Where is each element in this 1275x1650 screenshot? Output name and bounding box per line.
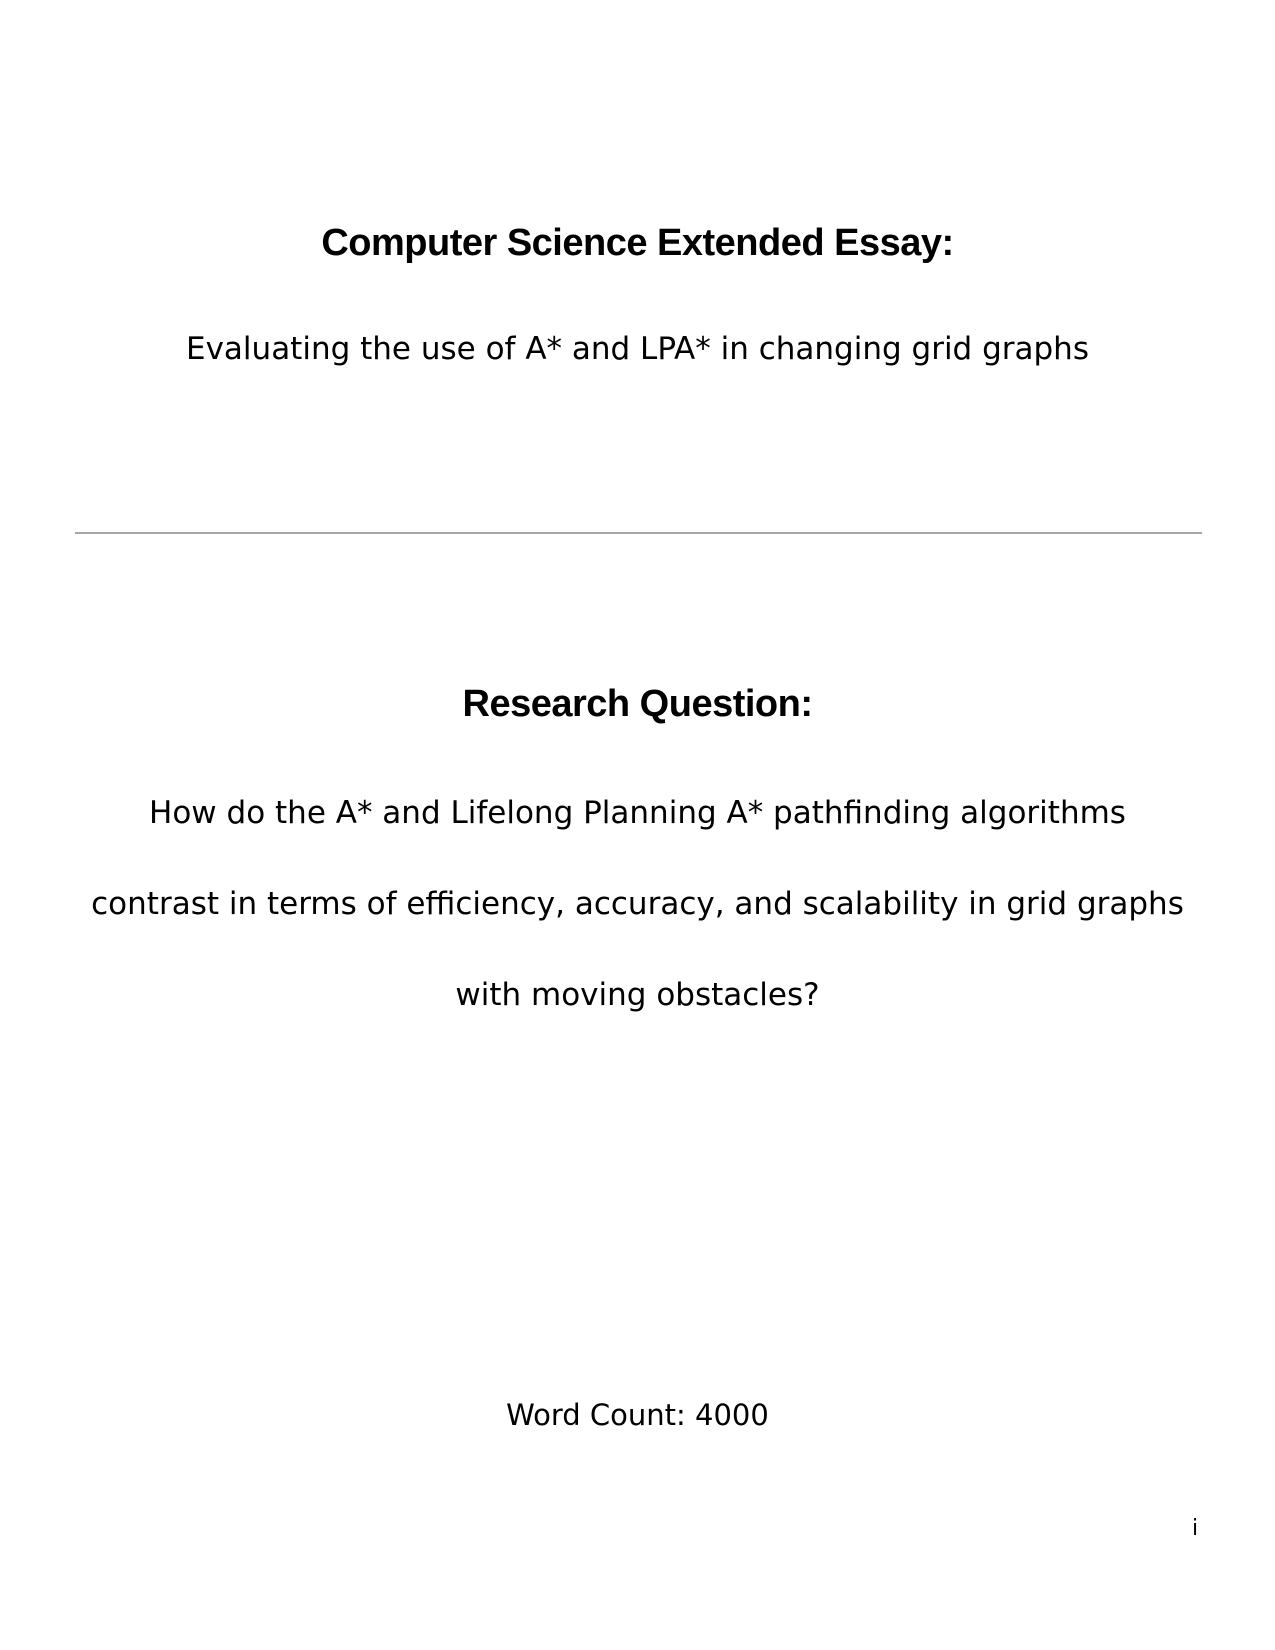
research-question-line: contrast in terms of efficiency, accuracy, and scalability in grid graphs: [91, 886, 1184, 922]
research-question-line: with moving obstacles?: [455, 977, 820, 1013]
word-count: Word Count: 4000: [506, 1398, 769, 1432]
research-question-heading: Research Question:: [462, 683, 813, 725]
essay-title: Computer Science Extended Essay:: [321, 222, 954, 264]
page-number: i: [1192, 1516, 1199, 1541]
essay-subtitle: Evaluating the use of A* and LPA* in changing grid graphs: [186, 331, 1089, 367]
horizontal-divider: [75, 532, 1202, 534]
research-question-line: How do the A* and Lifelong Planning A* pathfinding algorithms: [149, 795, 1126, 831]
